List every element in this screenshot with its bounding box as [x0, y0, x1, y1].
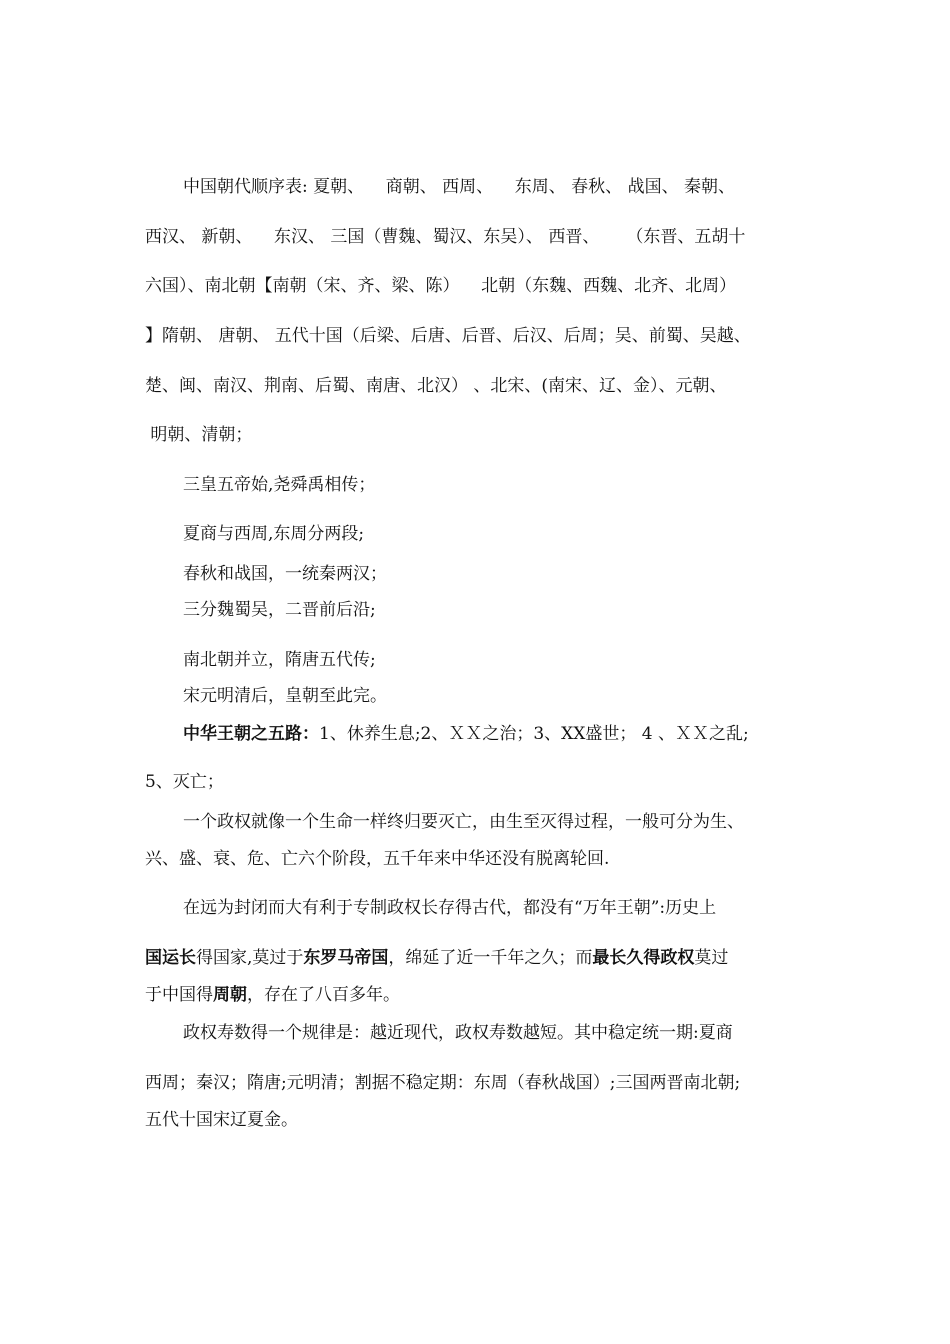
- text-line: [0, 1110, 950, 1132]
- line-text: 夏商与西周,东周分两段;: [183, 524, 365, 544]
- text-line: [0, 425, 950, 447]
- text-line: [0, 724, 950, 746]
- poem-line: [0, 600, 950, 622]
- line-text: 西周；秦汉；隋唐;元明清；割据不稳定期：东周（春秋战国）;三国两晋南北朝;: [145, 1073, 741, 1093]
- line-text: 兴、盛、衰、危、亡六个阶段，五千年来中华还没有脱离轮回.: [145, 849, 610, 869]
- text-line: [0, 376, 950, 398]
- text-line: [0, 1073, 950, 1095]
- line-text: 楚、闽、南汉、荆南、后蜀、南唐、北汉） 、北宋、(南宋、辽、金）、元朝、: [145, 376, 727, 396]
- line-text: 在远为封闭而大有利于专制政权长存得古代，都没有“万年王朝”:历史上: [183, 898, 717, 918]
- poem-line: [0, 564, 950, 586]
- line-text: ，存在了八百多年。: [247, 985, 400, 1005]
- text-line: [0, 227, 950, 249]
- bold-term: 最长久得政权: [592, 948, 695, 968]
- poem-line: [0, 650, 950, 672]
- text-line: [0, 948, 950, 970]
- line-text: 中国朝代顺序表: 夏朝、 商朝、 西周、 东周、 春秋、 战国、 秦朝、: [183, 177, 735, 197]
- text-line: [0, 985, 950, 1007]
- bold-term: 周朝: [213, 985, 247, 1005]
- line-text: 1、休养生息;2、ＸＸ之治；3、XX盛世； 4 、ＸＸ之乱;: [319, 724, 749, 744]
- line-text: 得国家,莫过于: [196, 948, 304, 968]
- line-text: 明朝、清朝；: [145, 425, 253, 445]
- bold-term: 国运长: [145, 948, 196, 968]
- line-text: 五代十国宋辽夏金。: [145, 1110, 298, 1130]
- line-text: 一个政权就像一个生命一样终归要灭亡，由生至灭得过程，一般可分为生、: [183, 812, 744, 832]
- line-text: 5、灭亡；: [145, 772, 224, 792]
- text-line: [0, 772, 950, 794]
- line-text: 春秋和战国，一统秦两汉；: [183, 564, 387, 584]
- text-line: [0, 177, 950, 199]
- line-text: ，绵延了近一千年之久；而: [388, 948, 593, 968]
- line-text: 三分魏蜀吴，二晋前后沿;: [183, 600, 376, 620]
- text-line: [0, 849, 950, 871]
- poem-line: [0, 524, 950, 546]
- line-text: 六国）、南北朝【南朝（宋、齐、梁、陈） 北朝（东魏、西魏、北齐、北周）: [145, 276, 737, 296]
- line-text: 宋元明清后，皇朝至此完。: [183, 686, 387, 706]
- poem-line: [0, 475, 950, 497]
- line-text: 政权寿数得一个规律是：越近现代，政权寿数越短。其中稳定统一期:夏商: [183, 1023, 733, 1043]
- text-line: [0, 1023, 950, 1045]
- text-line: [0, 276, 950, 298]
- bold-term: 东罗马帝国: [303, 948, 389, 968]
- line-text: 】隋朝、 唐朝、 五代十国（后梁、后唐、后晋、后汉、后周；吴、前蜀、吴越、: [145, 326, 751, 346]
- bold-heading: 中华王朝之五路：: [183, 724, 319, 744]
- line-text: 西汉、 新朝、 东汉、 三国（曹魏、蜀汉、东吴）、 西晋、 （东晋、五胡十: [145, 227, 746, 247]
- text-line: [0, 898, 950, 920]
- text-line: [0, 812, 950, 834]
- line-text: 于中国得: [145, 985, 213, 1005]
- line-text: 莫过: [694, 948, 729, 968]
- poem-line: [0, 686, 950, 708]
- text-line: [0, 326, 950, 348]
- line-text: 三皇五帝始,尧舜禹相传；: [183, 475, 376, 495]
- line-text: 南北朝并立，隋唐五代传;: [183, 650, 376, 670]
